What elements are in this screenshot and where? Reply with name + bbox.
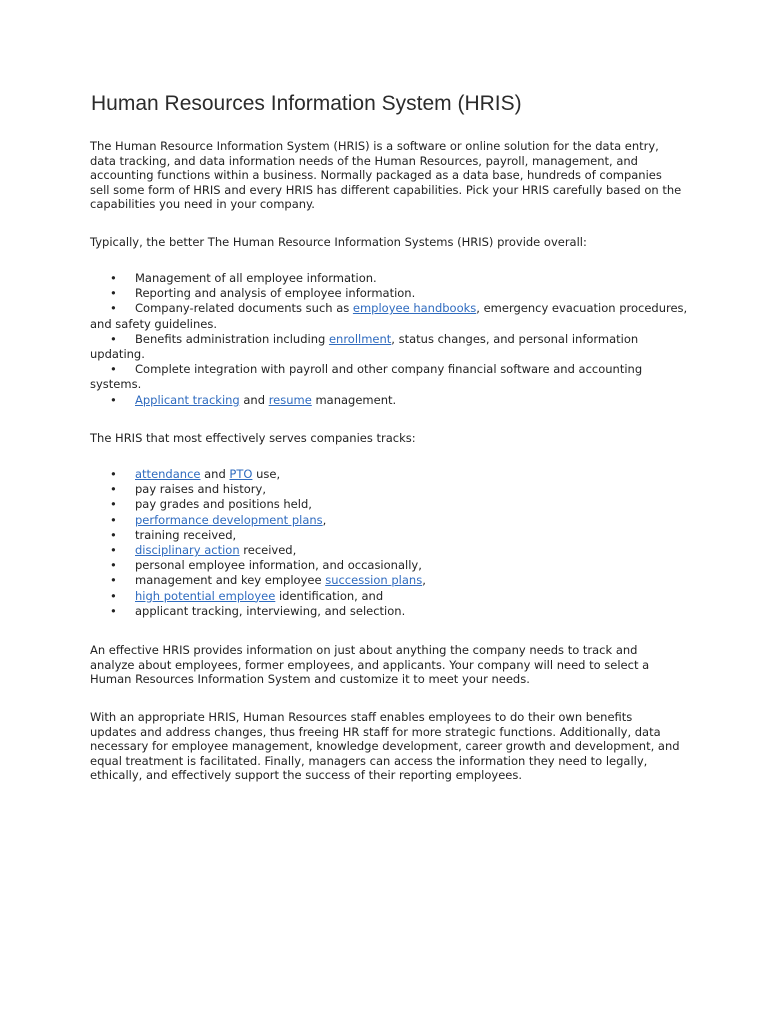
list-item: • Management of all employee information. [110,271,377,285]
resume-link[interactable]: resume [268,392,312,407]
list-item: • high potential employee identification, and [110,588,384,603]
pto-link[interactable]: PTO [229,467,253,481]
bullet-icon: • [110,543,117,558]
list-item: • personal employee information, and occasionally, [110,558,422,573]
list-item: • pay grades and positions held, [110,497,312,512]
appropriate-paragraph: With an appropriate HRIS, Human Resources staff enables employees to do their own benefits updates and address changes, thus freeing HR staff for more strategic functions. Additionally, data necessary for employee management, knowledge development, career growth and development, and equal treatment is facilitated. Finally, managers can access the information they need to legally, ethically, and effectively support the success of their reporting employees. [90,710,680,783]
applicant-tracking-link[interactable]: Applicant tracking [135,392,240,407]
bullet-icon: • [110,331,117,346]
list-item: • Applicant tracking and resume management. [110,392,397,407]
page-title: Human Resources Information System (HRIS) [91,92,522,115]
bullet-icon: • [110,286,117,301]
typically-paragraph: Typically, the better The Human Resource Information Systems (HRIS) provide overall: [90,235,587,249]
bullet-icon: • [110,301,117,316]
list-item: • performance development plans, [110,512,327,527]
enrollment-link[interactable]: enrollment [328,331,392,346]
performance-development-plans-link[interactable]: performance development plans [135,512,323,527]
bullet-icon: • [110,497,117,512]
capabilities-list [90,271,690,408]
attendance-link[interactable]: attendance [135,467,201,481]
list-item: • management and key employee succession plans, [110,573,426,588]
list-item: • Complete integration with payroll and other company financial software and accounting systems. [90,362,643,392]
list-item: • pay raises and history, [110,482,266,497]
bullet-icon: • [110,588,117,603]
bullet-icon: • [110,558,117,573]
bullet-icon: • [110,362,117,377]
bullet-icon: • [110,512,117,527]
bullet-icon: • [110,527,117,542]
high-potential-employee-link[interactable]: high potential employee [135,588,276,603]
succession-plans-link[interactable]: succession plans [325,573,423,588]
list-item: • Reporting and analysis of employee information. [110,286,416,301]
employee-handbooks-link[interactable]: employee handbooks [352,301,477,316]
list-item: • training received, [110,527,237,542]
bullet-icon: • [110,392,117,407]
bullet-icon: • [110,573,117,588]
effective-paragraph: An effective HRIS provides information on just about anything the company needs to track and analyze about employees, former employees, and applicants. Your company will need to select a Human Resources Information System and customize it to meet your needs. [90,643,650,687]
tracks-intro-paragraph: The HRIS that most effectively serves companies tracks: [90,431,416,445]
intro-paragraph: The Human Resource Information System (HRIS) is a software or online solution for the data entry, data tracking, and data information needs of the Human Resources, payroll, management, and accounting functions within a business. Normally packaged as a data base, hundreds of companies sell some form of HRIS and every HRIS has different capabilities. Pick your HRIS carefully based on the capabilities you need in your company. [90,139,682,212]
list-item: • attendance and PTO use, [110,467,281,481]
bullet-icon: • [110,467,117,481]
list-item: • applicant tracking, interviewing, and selection. [110,603,406,618]
bullet-icon: • [110,482,117,497]
list-item: • Benefits administration including enrollment, status changes, and personal information updating. [90,331,639,362]
disciplinary-action-link[interactable]: disciplinary action [135,543,240,558]
tracks-list [90,467,690,619]
list-item: • disciplinary action received, [110,543,297,558]
list-item: • Company-related documents such as employee handbooks, emergency evacuation procedures, and safety guidelines. [90,301,688,331]
bullet-icon: • [110,603,117,618]
bullet-icon: • [110,271,117,285]
